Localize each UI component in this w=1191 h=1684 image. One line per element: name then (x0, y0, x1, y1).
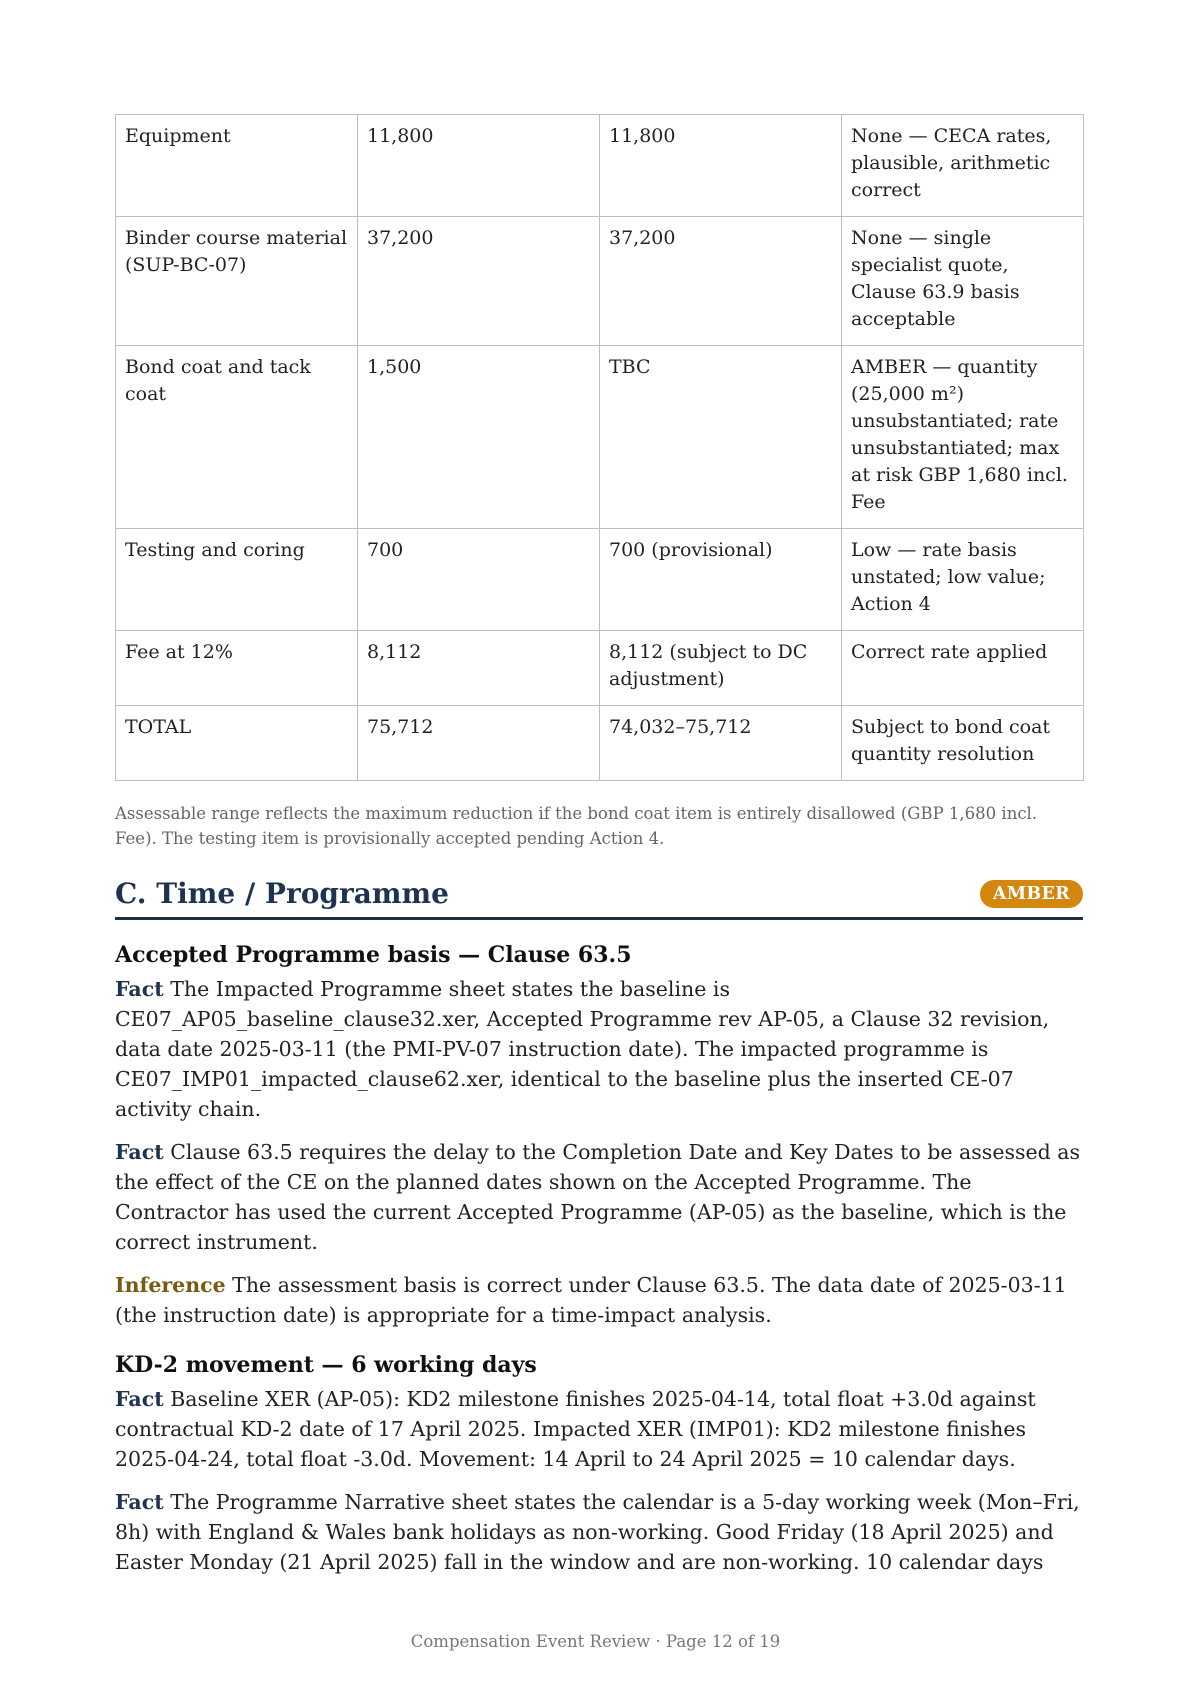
table-note: Assessable range reflects the maximum reduction if the bond coat item is entirely disallowed (GBP 1,680 incl. Fee). The testing item is provisionally accepted pending Action 4. (115, 804, 1038, 848)
fact-paragraph: Fact The Impacted Programme sheet states the baseline is CE07_AP05_baseline_clause32.xer, Accepted Programme rev AP-05, a Clause 32 revision, data date 2025-03-11 (the PMI-PV-07 instruction date). The impacted programme is CE07_IMP01_impacted_clause62.xer, identical to the baseline plus the inserted CE-07 activity chain. (115, 977, 1050, 1121)
fact-label: Fact (115, 1140, 164, 1164)
table-cell: TOTAL (116, 706, 358, 781)
table-cell: Bond coat and tack coat (116, 346, 358, 529)
table-cell: 8,112 (358, 631, 600, 706)
table-cell: TBC (600, 346, 842, 529)
table-cell: Fee at 12% (116, 631, 358, 706)
table-cell: Binder course material (SUP-BC-07) (116, 217, 358, 346)
table-cell: 700 (358, 529, 600, 631)
table-cell: Correct rate applied (842, 631, 1084, 706)
table-cell: None — CECA rates, plausible, arithmetic correct (842, 115, 1084, 217)
status-badge: AMBER (980, 880, 1083, 908)
table-row (116, 346, 1084, 529)
section-title: C. Time / Programme (115, 877, 449, 910)
table-cell: 11,800 (358, 115, 600, 217)
document-page (115, 114, 1083, 1590)
table-cell: None — single specialist quote, Clause 63.9 basis acceptable (842, 217, 1084, 346)
fact-label: Fact (115, 1490, 164, 1514)
cost-assessment-table (115, 114, 1084, 781)
table-cell: 75,712 (358, 706, 600, 781)
fact-paragraph: Fact Clause 63.5 requires the delay to the Completion Date and Key Dates to be assessed as the effect of the CE on the planned dates shown on the Accepted Programme. The Contractor has used the current Accepted Programme (AP-05) as the baseline, which is the correct instrument. (115, 1140, 1081, 1254)
table-row (116, 217, 1084, 346)
table-cell: 37,200 (358, 217, 600, 346)
table-row (116, 706, 1084, 781)
table-row (116, 529, 1084, 631)
table-cell: 11,800 (600, 115, 842, 217)
table-cell: 1,500 (358, 346, 600, 529)
inference-paragraph: Inference The assessment basis is correct under Clause 63.5. The data date of 2025-03-11 (the instruction date) is appropriate for a time-impact analysis. (115, 1273, 1067, 1327)
table-cell: 8,112 (subject to DC adjustment) (600, 631, 842, 706)
table-row (116, 631, 1084, 706)
table-cell: Low — rate basis unstated; low value; Action 4 (842, 529, 1084, 631)
fact-label: Fact (115, 977, 164, 1001)
section-header (115, 877, 1083, 920)
subsection-heading: Accepted Programme basis — Clause 63.5 (115, 942, 632, 968)
table-cell: 74,032–75,712 (600, 706, 842, 781)
subsection-heading: KD-2 movement — 6 working days (115, 1352, 537, 1378)
fact-paragraph: Fact The Programme Narrative sheet states the calendar is a 5-day working week (Mon–Fri, 8h) with England & Wales bank holidays as non-working. Good Friday (18 April 2025) and Easter Monday (21 April 2025) fall in the window and are non-working. 10 calendar days (115, 1490, 1080, 1574)
fact-paragraph: Fact Baseline XER (AP-05): KD2 milestone finishes 2025-04-14, total float +3.0d against contractual KD-2 date of 17 April 2025. Impacted XER (IMP01): KD2 milestone finishes 2025-04-24, total float -3.0d. Movement: 14 April to 24 April 2025 = 10 calendar days. (115, 1387, 1036, 1471)
table-cell: 37,200 (600, 217, 842, 346)
table-cell: 700 (provisional) (600, 529, 842, 631)
fact-label: Fact (115, 1387, 164, 1411)
table-row (116, 115, 1084, 217)
inference-label: Inference (115, 1273, 226, 1297)
table-cell: Testing and coring (116, 529, 358, 631)
table-cell: AMBER — quantity (25,000 m²) unsubstantiated; rate unsubstantiated; max at risk GBP 1,680 incl. Fee (842, 346, 1084, 529)
table-cell: Subject to bond coat quantity resolution (842, 706, 1084, 781)
page-footer: Compensation Event Review · Page 12 of 19 (410, 1632, 781, 1651)
table-cell: Equipment (116, 115, 358, 217)
